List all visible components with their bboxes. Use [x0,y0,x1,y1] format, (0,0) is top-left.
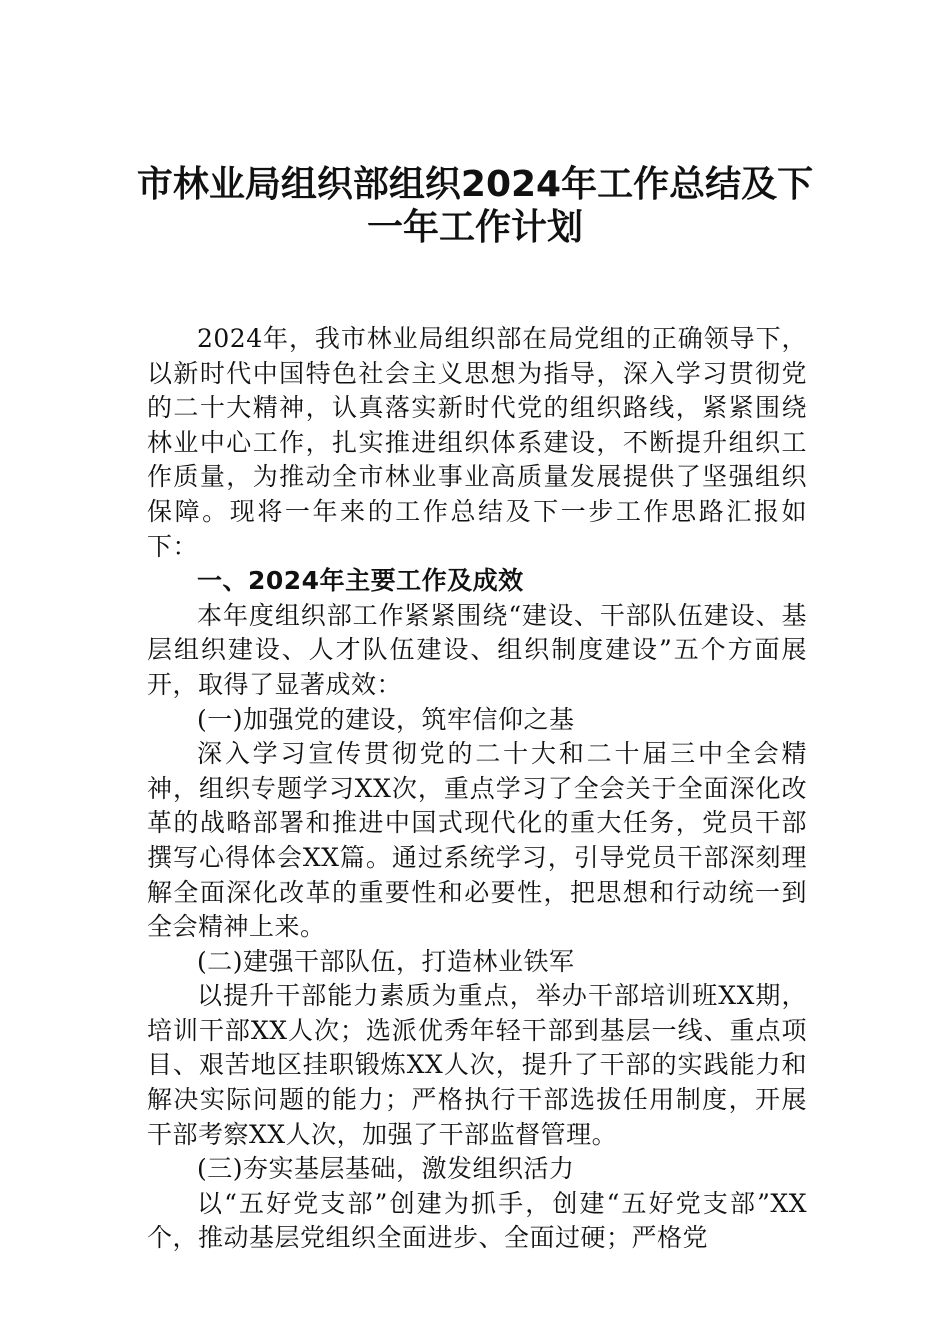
section-1-intro: 本年度组织部工作紧紧围绕“建设、干部队伍建设、基层组织建设、人才队伍建设、组织制度建设”五个方面展开，取得了显著成效： [147,600,807,699]
section-1-heading: 一、2024年主要工作及成效 [197,566,524,596]
intro-paragraph: 2024年，我市林业局组织部在局党组的正确领导下，以新时代中国特色社会主义思想为指导，深入学习贯彻党的二十大精神，认真落实新时代党的组织路线，紧紧围绕林业中心工作，扎实推进组织体系建设，不断提升组织工作质量，为推动全市林业事业高质量发展提供了坚强组织保障。现将一年来的工作总结及下一步工作思路汇报如下： [147,324,807,561]
subsection-1-text: 深入学习宣传贯彻党的二十大和二十届三中全会精神，组织专题学习XX次，重点学习了全会关于全面深化改革的战略部署和推进中国式现代化的重大任务，党员干部撰写心得体会XX篇。通过系统学习，引导党员干部深刻理解全面深化改革的重要性和必要性，把思想和行动统一到全会精神上来。 [147,739,807,942]
subsection-3-text: 以“五好党支部”创建为抓手，创建“五好党支部”XX个，推动基层党组织全面进步、全面过硬；严格党 [147,1188,807,1253]
document-body [147,322,807,1256]
subsection-1-heading: (一)加强党的建设，筑牢信仰之基 [197,704,575,734]
document-title-line-1: 市林业局组织部组织2024年工作总结及下 [136,164,814,205]
subsection-3-heading: (三)夯实基层基础，激发组织活力 [197,1154,575,1184]
subsection-2-text: 以提升干部能力素质为重点，举办干部培训班XX期，培训干部XX人次；选派优秀年轻干部到基层一线、重点项目、艰苦地区挂职锻炼XX人次，提升了干部的实践能力和解决实际问题的能力；严格执行干部选拔任用制度，开展干部考察XX人次，加强了干部监督管理。 [147,981,807,1149]
subsection-2-heading: (二)建强干部队伍，打造林业铁军 [197,946,575,976]
document-title-line-2: 一年工作计划 [366,207,583,248]
